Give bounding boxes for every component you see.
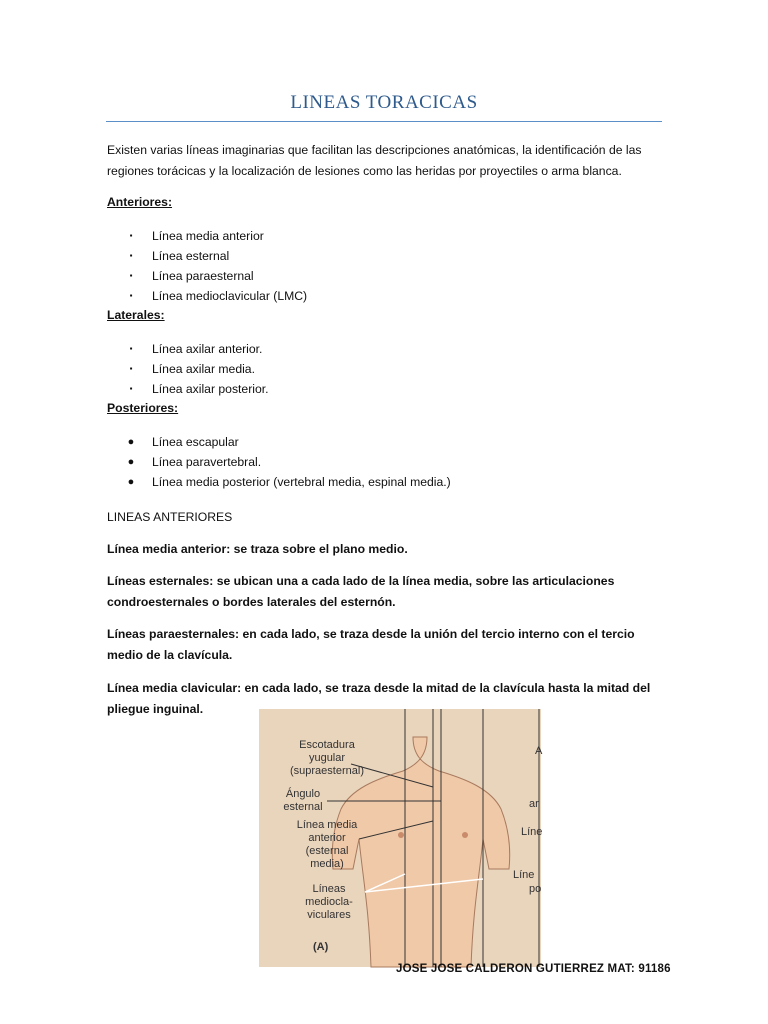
label-right-po: po <box>529 883 542 895</box>
anatomy-figure <box>259 709 541 967</box>
paragraph-esternales: Líneas esternales: se ubican una a cada lado de la línea media, sobre las articulaciones condroesternales o bordes laterales del esternón. <box>107 574 615 609</box>
list-item: ● Línea paravertebral. <box>126 452 451 472</box>
bullet-icon: ▪ <box>129 251 133 260</box>
heading-anteriores: Anteriores: <box>107 195 173 209</box>
paragraph-linea-media: Línea media anterior: se traza sobre el plano medio. <box>107 542 408 556</box>
section-heading: LINEAS ANTERIORES <box>107 510 233 524</box>
heading-posteriores: Posteriores: <box>107 401 179 415</box>
label-panel: (A) <box>313 941 329 953</box>
bullet-icon: ▪ <box>129 231 133 240</box>
list-item: ● Línea media posterior (vertebral media, espinal media.) <box>126 472 451 492</box>
label-right-linea-2: Líne <box>513 869 535 881</box>
bullet-icon: ▪ <box>129 344 133 353</box>
list-posteriores <box>126 432 451 492</box>
list-laterales <box>126 339 269 399</box>
nipple-left <box>398 832 404 838</box>
page-title: LINEAS TORACICAS <box>290 92 478 113</box>
list-item: ▪ Línea paraesternal <box>126 266 307 286</box>
list-item: ● Línea escapular <box>126 432 451 452</box>
paragraph-medioclavicular: Línea media clavicular: en cada lado, se traza desde la mitad de la clavícula hasta la mitad del pliegue inguinal. <box>107 681 651 716</box>
heading-laterales: Laterales: <box>107 308 165 322</box>
list-anteriores <box>126 226 307 306</box>
footer-author: JOSE JOSE CALDERON GUTIERREZ MAT: 91186 <box>396 963 671 975</box>
bullet-icon: ● <box>127 436 135 448</box>
bullet-icon: ▪ <box>129 364 133 373</box>
paragraph-paraesternales: Líneas paraesternales: en cada lado, se traza desde la unión del tercio interno con el tercio medio de la clavícula. <box>107 627 635 662</box>
list-item: ▪ Línea axilar anterior. <box>126 339 269 359</box>
label-right-linea-1: Líne <box>521 826 543 838</box>
list-item: ▪ Línea media anterior <box>126 226 307 246</box>
label-angulo: Ángulo esternal <box>283 788 323 813</box>
label-right-ar: ar <box>529 798 539 810</box>
list-item: ▪ Línea medioclavicular (LMC) <box>126 286 307 306</box>
label-right-a: A <box>535 745 543 757</box>
bullet-icon: ▪ <box>129 291 133 300</box>
title-divider <box>106 121 662 122</box>
label-escotadura: Escotadura yugular (supraesternal) <box>290 739 364 777</box>
label-mediocla: Líneas medioclа- viculares <box>305 883 353 921</box>
nipple-right <box>462 832 468 838</box>
bullet-icon: ▪ <box>129 271 133 280</box>
list-item: ▪ Línea axilar media. <box>126 359 269 379</box>
bullet-icon: ▪ <box>129 384 133 393</box>
bullet-icon: ● <box>127 476 135 488</box>
list-item: ▪ Línea esternal <box>126 246 307 266</box>
label-linea-media: Línea media anterior (esternal media) <box>296 819 358 870</box>
intro-paragraph: Existen varias líneas imaginarias que facilitan las descripciones anatómicas, la identificación de las regiones torácicas y la localización de lesiones como las heridas por proyectiles o arma blanca. <box>107 143 642 178</box>
list-item: ▪ Línea axilar posterior. <box>126 379 269 399</box>
bullet-icon: ● <box>127 456 135 468</box>
